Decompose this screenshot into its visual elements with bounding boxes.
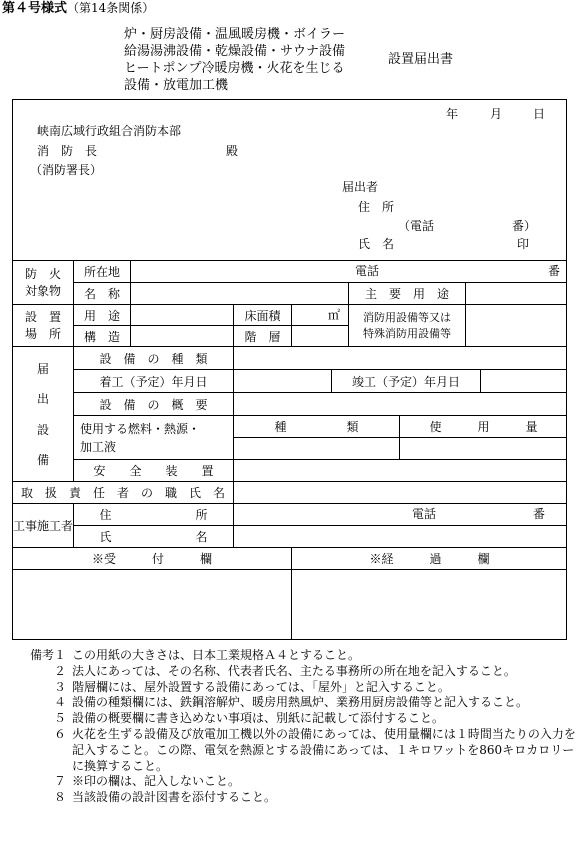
note-item [14,664,579,680]
fire-equipment-line1: 消防用設備等又は [363,310,451,324]
fire-equipment-label [349,305,465,346]
note-item [14,790,579,806]
note-text: この用紙の大きさは、日本工業規格Ａ４とすること。 [72,648,361,662]
rule [233,346,234,547]
date-day: 日 [533,107,546,121]
facility-char-1: 届 [36,361,49,376]
fire-target-line1: 防 火 [24,266,61,281]
facility-char-4: 備 [36,453,49,468]
note-item [14,648,579,664]
fuel-line1: 使用する燃料・熱源・ [80,421,201,436]
form-number-label: 第４号様式 [2,1,68,16]
applicant-address-label: 住 所 [358,200,395,214]
date-year: 年 [446,107,459,121]
note-text: 法人にあっては、その名称、代表者氏名、主たる事務所の所在地を記入すること。 [72,663,516,678]
structure-label: 構 造 [83,329,120,344]
note-item [14,727,579,774]
note-label: 備考１ [29,648,66,662]
contractor-address-label: 住 所 [99,508,208,522]
contractor-label: 工事施工者 [13,519,74,533]
addressee-honorific: 殿 [226,144,239,158]
floor-area-label: 床面積 [244,308,281,323]
form-number [2,2,154,15]
start-date-label: 着工（予定）年月日 [99,374,208,389]
fuel-label [80,416,233,459]
fire-target-group-label [13,261,73,304]
header-line-3: ヒートポンプ冷暖房機・火花を生じる [124,61,345,76]
fuel-amount-header: 使 用 量 [429,420,538,434]
facility-summary-label: 設 備 の 概 要 [99,397,208,412]
rule [73,282,567,283]
fire-equipment-line2: 特殊消防用設備等 [363,326,451,340]
rule [480,369,481,392]
note-label: ４ [53,695,66,710]
note-label: ３ [53,679,66,694]
rule [465,282,466,346]
contractor-phone-suffix: 番 [533,507,546,521]
form-clause: （第14条関係） [67,1,155,15]
note-item [14,695,579,711]
site-group-label [13,305,73,346]
note-label: ６ [53,726,66,741]
facility-char-3: 設 [36,422,49,437]
note-label: ８ [53,790,66,805]
seal-mark: 印 [517,237,530,251]
target-phone-suffix: 番 [548,264,561,278]
date-month: 月 [490,107,503,121]
contractor-name-label: 氏 名 [99,530,208,544]
applicant-phone-open: （電話 [398,219,435,233]
main-use-label: 主 要 用 途 [364,287,449,301]
note-text: 設備の種類欄には、鉄鋼溶解炉、暖房用熱風炉、業務用厨房設備等と記入すること。 [72,695,529,710]
addressee-organization: 峡南広域行政組合消防本部 [37,124,182,138]
note-text: ※印の欄は、記入しないこと。 [72,774,241,789]
note-text: 火花を生ずる設備及び放電加工機以外の設備にあっては、使用量欄には１時間当たりの入力を記入すること。この際、電気を熱源とする設備にあっては、１キロワットを860キロカロリーに換算すること。 [72,726,576,773]
header-line-2: 給湯湯沸設備・乾燥設備・サウナ設備 [124,44,346,59]
target-name-label: 名 称 [83,287,120,301]
note-label: ７ [53,774,66,789]
manager-label: 取 扱 責 任 者 の 職 氏 名 [20,486,225,500]
site-line2: 場 所 [24,326,61,341]
addressee-chief: 消 防 長 [37,144,98,158]
site-use-label: 用 途 [83,308,120,323]
progress-column-label: ※経 過 欄 [369,552,490,566]
applicant-label: 届出者 [342,180,379,194]
receipt-column-label: ※受 付 欄 [91,552,212,566]
header-line-1: 炉・厨房設備・温風暖房機・ボイラー [124,27,346,42]
facility-char-2: 出 [36,392,49,407]
floor-area-unit: ㎡ [328,308,341,322]
facility-kind-label: 設 備 の 種 類 [99,351,208,366]
note-label: ５ [53,711,66,726]
completion-date-label: 竣工（予定）年月日 [351,374,460,389]
safety-device-label: 安 全 装 置 [93,464,214,478]
document-title: 設置届出書 [388,52,454,67]
note-text: 当該設備の設計図書を添付すること。 [72,790,277,805]
fuel-line2: 加工液 [80,439,117,454]
note-text: 階層欄には、屋外設置する設備にあっては、「屋外」と記入すること。 [72,679,450,694]
note-item [14,711,579,727]
location-label: 所在地 [83,265,120,279]
note-text: 設備の概要欄に書き込めない事項は、別紙に記載して添付すること。 [72,711,445,726]
fire-target-line2: 対象物 [24,283,61,298]
rule [291,304,292,346]
rule [233,437,567,438]
floor-level-label: 階 層 [244,329,281,344]
note-label: ２ [53,663,66,678]
rule [12,569,567,570]
facility-group-label [13,347,73,481]
applicant-phone-close: 番） [512,219,537,233]
note-item [14,774,579,790]
contractor-phone-label: 電話 [412,507,437,521]
applicant-name-label: 氏 名 [358,237,395,251]
site-line1: 設 置 [24,309,61,324]
target-phone-label: 電話 [355,264,380,278]
rule [130,260,131,346]
notes-section [14,648,579,806]
fuel-type-header: 種 類 [274,420,359,434]
note-item [14,680,579,696]
header-line-4: 設備・放電加工機 [124,78,229,93]
addressee-alt: （消防署長） [30,163,103,177]
